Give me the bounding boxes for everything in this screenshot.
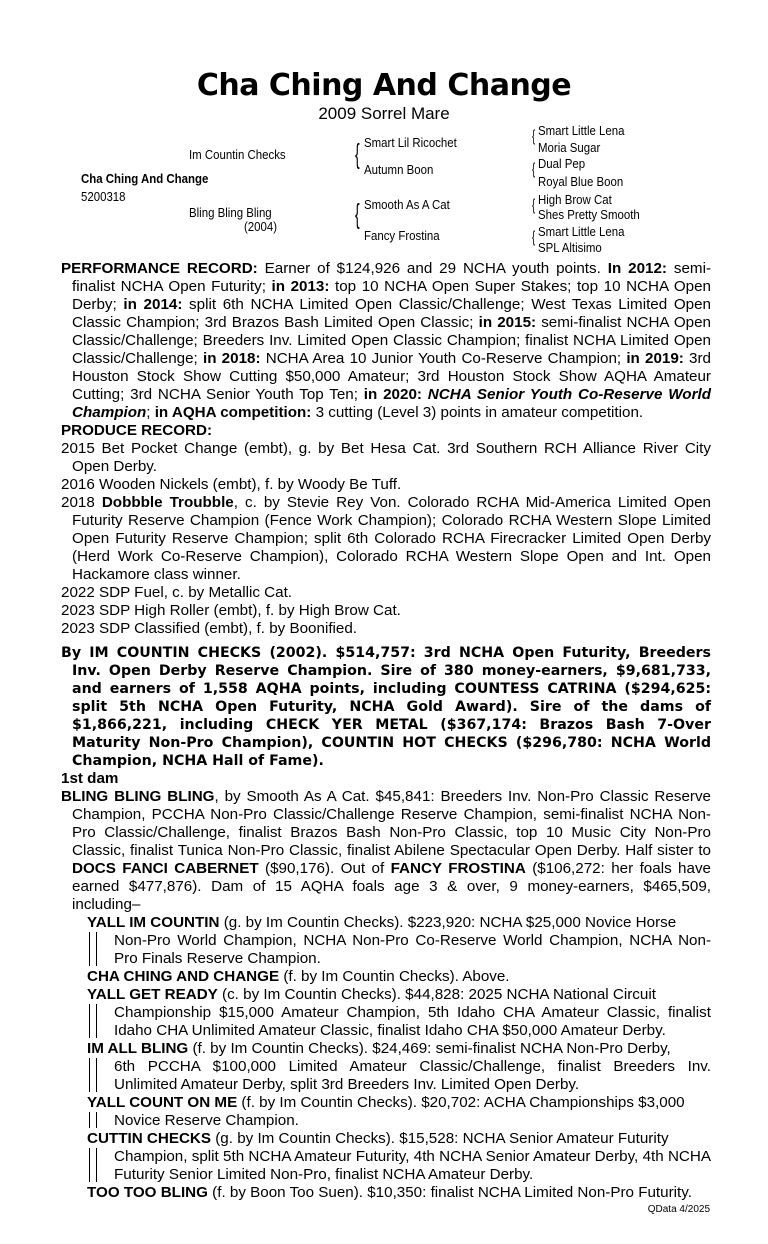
produce-item: 2016 Wooden Nickels (embt), f. by Woody Be Tuff.: [61, 476, 402, 493]
produce-heading: PRODUCE RECORD:: [61, 422, 213, 439]
brace-icon: {: [355, 138, 360, 169]
foal-entry: IM ALL BLING (f. by Im Countin Checks). $24,469: semi-finalist NCHA Non-Pro Derby, 6th PCCHA $100,000 Limited Amateur Classic/Challenge, finalist Breeders Inv. Unlimited Amateur Derby, split 3rd Breeders Inv. Limited Open Derby.: [87, 1040, 711, 1093]
pedigree-sss: Smart Little Lena: [538, 123, 625, 138]
produce-item: 2023 SDP High Roller (embt), f. by High Brow Cat.: [61, 602, 401, 619]
pedigree-dam-dam: Fancy Frostina: [364, 228, 440, 243]
brace-icon: {: [532, 229, 536, 246]
foal-entry: YALL GET READY (c. by Im Countin Checks). $44,828: 2025 NCHA National Circuit Championship $15,000 Amateur Champion, 5th Idaho CHA Amateur Classic, finalist Idaho CHA Unlimited Amateur Classic, finalist Idaho CHA $50,000 Amateur Derby.: [87, 986, 711, 1039]
sire-summary: By IM COUNTIN CHECKS (2002). $514,757: 3rd NCHA Open Futurity, Breeders Inv. Open Derby Reserve Champion. Sire of 380 money-earners, $9,681,733, and earners of 1,558 AQHA points, including COUNTESS CATRINA ($294,625: split 5th NCHA Open Futurity, NCHA Gold Award). Sire of the dams of $1,866,221, including CHECK YER METAL ($367,174: Brazos Bash 7-Over Maturity Non-Pro Champion), COUNTIN HOT CHECKS ($296,780: NCHA World Champion, NCHA Hall of Fame).: [61, 645, 711, 769]
brace-icon: {: [532, 161, 536, 178]
pedigree-horse: Cha Ching And Change: [81, 171, 209, 186]
double-bar-icon: [89, 1112, 97, 1128]
pedigree-sdd: Royal Blue Boon: [538, 174, 624, 189]
brace-icon: {: [532, 197, 536, 214]
pedigree-dam-sire: Smooth As A Cat: [364, 197, 450, 212]
page-subtitle: 2009 Sorrel Mare: [318, 104, 450, 123]
catalog-text: [61, 260, 711, 1202]
pedigree-dds: Smart Little Lena: [538, 224, 625, 239]
produce-item: 2023 SDP Classified (embt), f. by Boonified.: [61, 620, 358, 637]
pedigree-dam-year: (2004): [244, 219, 278, 234]
double-bar-icon: [89, 932, 97, 966]
double-bar-icon: [89, 1148, 97, 1182]
first-dam-heading: 1st dam: [61, 770, 119, 787]
brace-icon: {: [532, 128, 536, 145]
produce-item: 2022 SDP Fuel, c. by Metallic Cat.: [61, 584, 293, 601]
double-bar-icon: [89, 1058, 97, 1092]
pedigree-sire-dam: Autumn Boon: [364, 162, 434, 177]
performance-record: PERFORMANCE RECORD: Earner of $124,926 and 29 NCHA youth points. In 2012: semi-finalist NCHA Open Futurity; in 2013: top 10 NCHA Open Super Stakes; top 10 NCHA Open Derby; in 2014: split 6th NCHA Limited Open Classic/Challenge; West Texas Limited Open Classic Champion; 3rd Brazos Bash Limited Open Classic; in 2015: semi-finalist NCHA Open Classic/Challenge; Breeders Inv. Limited Open Classic Champion; finalist NCHA Limited Open Classic/Challenge; in 2018: NCHA Area 10 Junior Youth Co-Reserve Champion; in 2019: 3rd Houston Stock Show Cutting $50,000 Amateur; 3rd Houston Stock Show AQHA Amateur Cutting; 3rd NCHA Senior Youth Top Ten; in 2020: NCHA Senior Youth Co-Reserve World Champion; in AQHA competition: 3 cutting (Level 3) points in amateur competition.: [61, 260, 712, 421]
pedigree-dsd: Shes Pretty Smooth: [538, 207, 640, 222]
brace-icon: {: [355, 198, 360, 229]
foal-entry: CHA CHING AND CHANGE (f. by Im Countin Checks). Above.: [87, 968, 510, 985]
double-bar-icon: [89, 1004, 97, 1038]
produce-item: 2015 Bet Pocket Change (embt), g. by Bet Hesa Cat. 3rd Southern RCH Alliance River City Open Derby.: [61, 440, 711, 475]
pedigree-ddd: SPL Altisimo: [538, 240, 602, 255]
footer-credit: QData 4/2025: [647, 1204, 710, 1215]
pedigree-ssd: Moria Sugar: [538, 140, 601, 155]
first-dam-text: BLING BLING BLING, by Smooth As A Cat. $45,841: Breeders Inv. Non-Pro Classic Reserve Champion, PCCHA Non-Pro Classic/Challenge Reserve Champion, semi-finalist NCHA Non-Pro Classic/Challenge, finalist Brazos Bash Non-Pro Classic, top 10 Music City Non-Pro Classic, finalist Tunica Non-Pro Classic, finalist Abilene Spectacular Open Derby. Half sister to DOCS FANCI CABERNET ($90,176). Out of FANCY FROSTINA ($106,272: her foals have earned $477,876). Dam of 15 AQHA foals age 3 & over, 9 money-earners, $465,509, including–: [61, 788, 711, 913]
pedigree-dss: High Brow Cat: [538, 192, 612, 207]
foal-entry: TOO TOO BLING (f. by Boon Too Suen). $10,350: finalist NCHA Limited Non-Pro Futurity.: [87, 1184, 692, 1201]
page-title: Cha Ching And Change: [196, 68, 572, 103]
pedigree-sds: Dual Pep: [538, 156, 586, 171]
foal-entry: YALL IM COUNTIN (g. by Im Countin Checks). $223,920: NCHA $25,000 Novice Horse Non-Pro World Champion, NCHA Non-Pro Co-Reserve World Champion, NCHA Non-Pro Finals Reserve Champion.: [87, 914, 711, 967]
foal-entry: CUTTIN CHECKS (g. by Im Countin Checks). $15,528: NCHA Senior Amateur Futurity Champion, split 5th NCHA Amateur Futurity, 4th NCHA Senior Amateur Derby, 4th NCHA Futurity Senior Limited Non-Pro, finalist NCHA Amateur Derby.: [87, 1130, 711, 1183]
pedigree-sire: Im Countin Checks: [189, 147, 286, 162]
pedigree-reg-number: 5200318: [81, 189, 126, 204]
foal-entry: YALL COUNT ON ME (f. by Im Countin Checks). $20,702: ACHA Championships $3,000 Novice Reserve Champion.: [87, 1094, 685, 1129]
pedigree-dam: Bling Bling Bling: [189, 205, 272, 220]
produce-item: 2018 Dobbble Troubble, c. by Stevie Rey Von. Colorado RCHA Mid-America Limited Open Futurity Reserve Champion (Fence Work Champion); Colorado RCHA Western Slope Limited Open Futurity Reserve Champion; split 6th Colorado RCHA Firecracker Limited Open Derby (Herd Work Co-Reserve Champion), Colorado RCHA Western Slope Open and Int. Open Hackamore class winner.: [61, 494, 711, 583]
pedigree-sire-sire: Smart Lil Ricochet: [364, 135, 457, 150]
